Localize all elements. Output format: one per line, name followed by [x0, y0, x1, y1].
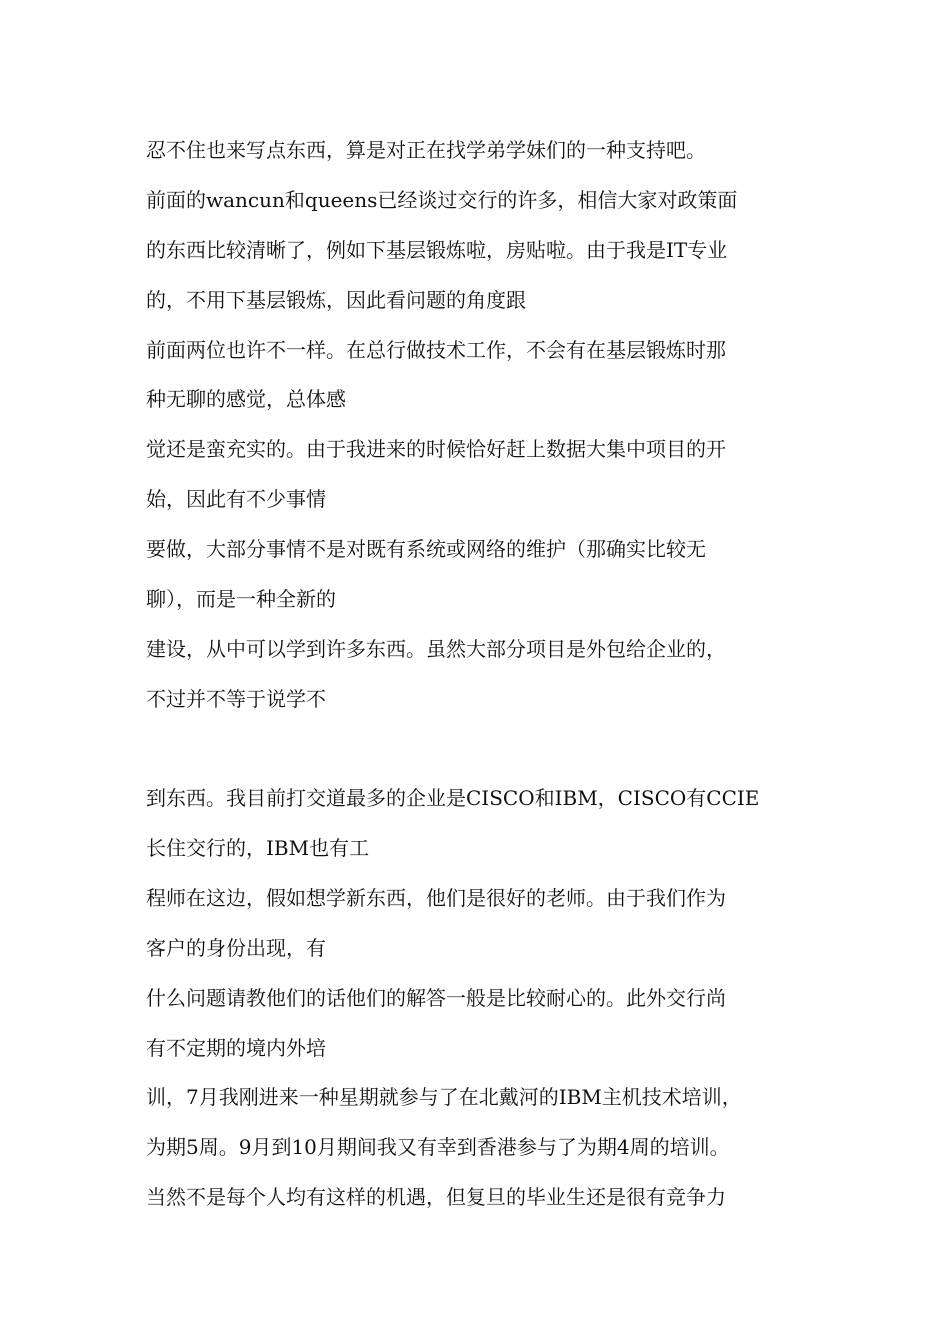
text-line: 要做，大部分事情不是对既有系统或网络的维护（那确实比较无	[146, 537, 706, 561]
text-line: 始，因此有不少事情	[146, 487, 326, 511]
text-line: 聊），而是一种全新的	[146, 587, 336, 611]
text-line: 前面的wancun和queens已经谈过交行的许多，相信大家对政策面	[146, 188, 738, 212]
text-line: 训，7月我刚进来一种星期就参与了在北戴河的IBM主机技术培训，	[146, 1085, 742, 1109]
text-line: 有不定期的境内外培	[146, 1036, 326, 1060]
text-line: 的，不用下基层锻炼，因此看问题的角度跟	[146, 288, 526, 312]
text-line: 不过并不等于说学不	[146, 687, 326, 711]
text-line: 建设，从中可以学到许多东西。虽然大部分项目是外包给企业的，	[146, 637, 726, 661]
text-line: 客户的身份出现，有	[146, 936, 326, 960]
text-line: 长住交行的，IBM也有工	[146, 836, 370, 860]
text-line: 的东西比较清晰了，例如下基层锻炼啦，房贴啦。由于我是IT专业	[146, 238, 728, 262]
text-line: 前面两位也许不一样。在总行做技术工作，不会有在基层锻炼时那	[146, 338, 726, 362]
text-line: 觉还是蛮充实的。由于我进来的时候恰好赶上数据大集中项目的开	[146, 437, 726, 461]
text-line: 当然不是每个人均有这样的机遇，但复旦的毕业生还是很有竞争力	[146, 1185, 726, 1209]
text-line: 什么问题请教他们的话他们的解答一般是比较耐心的。此外交行尚	[146, 986, 726, 1010]
text-line: 程师在这边，假如想学新东西，他们是很好的老师。由于我们作为	[146, 886, 726, 910]
text-line: 为期5周。9月到10月期间我又有幸到香港参与了为期4周的培训。	[146, 1135, 730, 1159]
text-line: 到东西。我目前打交道最多的企业是CISCO和IBM，CISCO有CCIE	[146, 786, 760, 810]
text-line: 种无聊的感觉，总体感	[146, 387, 346, 411]
text-line: 忍不住也来写点东西，算是对正在找学弟学妹们的一种支持吧。	[146, 138, 706, 162]
